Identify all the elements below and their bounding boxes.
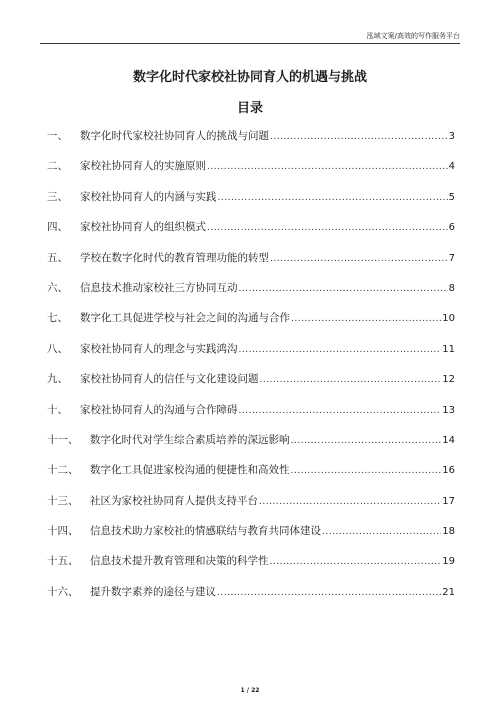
toc-entry-title: 数字化工具促进学校与社会之间的沟通与合作 xyxy=(80,312,290,325)
toc-entry[interactable] xyxy=(47,310,455,340)
toc-entry-title: 数字化时代家校社协同育人的挑战与问题 xyxy=(80,130,269,142)
toc-entry[interactable] xyxy=(47,189,455,219)
toc-leader-dots xyxy=(322,527,441,537)
toc-entry-page: 17 xyxy=(442,495,455,507)
toc-entry[interactable] xyxy=(47,341,455,371)
toc-entry-page: 13 xyxy=(442,404,455,416)
toc-entry-page: 10 xyxy=(442,313,455,325)
toc-entry-title: 提升数字素养的途径与建议 xyxy=(90,585,216,598)
toc-entry-number: 十三、 xyxy=(47,494,79,507)
toc-entry[interactable] xyxy=(47,523,455,553)
toc-leader-dots xyxy=(217,588,441,598)
toc-entry-title: 家校社协同育人的组织模式 xyxy=(80,221,206,234)
toc-entry-title: 学校在数字化时代的教育管理功能的转型 xyxy=(80,251,269,264)
toc-entry[interactable] xyxy=(47,219,455,249)
toc-entry-title: 数字化工具促进家校沟通的便捷性和高效性 xyxy=(90,464,290,477)
toc-entry-page: 4 xyxy=(448,161,455,173)
toc-entry-title: 家校社协同育人的实施原则 xyxy=(80,160,206,173)
toc-entry-number: 五、 xyxy=(47,251,68,264)
toc-entry-page: 7 xyxy=(448,252,455,264)
toc-leader-dots xyxy=(239,345,442,355)
toc-entry[interactable] xyxy=(47,402,455,432)
toc-entry[interactable] xyxy=(47,493,455,523)
toc-leader-dots xyxy=(270,254,448,264)
toc-entry-page: 18 xyxy=(442,526,455,538)
toc-leader-dots xyxy=(239,406,442,416)
toc-entry[interactable] xyxy=(47,584,455,614)
toc-leader-dots xyxy=(270,557,442,567)
toc-entry-page: 3 xyxy=(448,131,455,142)
toc-entry-number: 十四、 xyxy=(47,525,79,538)
toc-entry-page: 19 xyxy=(442,556,455,568)
page-indicator: 1 / 22 xyxy=(240,687,260,694)
toc-heading: 目录 xyxy=(236,101,263,116)
toc-entry[interactable] xyxy=(47,280,455,310)
toc-leader-dots xyxy=(291,314,441,324)
toc-entry-number: 十二、 xyxy=(47,464,79,477)
toc-entry-title: 家校社协同育人的内涵与实践 xyxy=(80,190,217,203)
toc-entry-page: 5 xyxy=(448,191,455,203)
toc-entry-number: 十六、 xyxy=(47,585,79,598)
page-header: 泓域文案/高效的写作服务平台 xyxy=(366,32,460,40)
toc-entry-page: 21 xyxy=(442,586,455,598)
toc-entry-number: 四、 xyxy=(47,221,68,234)
document-title: 数字化时代家校社协同育人的机遇与挑战 xyxy=(132,70,367,85)
toc-entry-page: 14 xyxy=(442,434,455,446)
toc-entry[interactable] xyxy=(47,553,455,583)
toc-entry-number: 三、 xyxy=(47,190,68,203)
toc-entry-page: 8 xyxy=(448,282,455,294)
toc-entry-number: 十五、 xyxy=(47,555,79,568)
toc-entry[interactable] xyxy=(47,462,455,492)
toc-entry[interactable] xyxy=(47,250,455,280)
toc-leader-dots xyxy=(207,162,448,172)
toc-leader-dots xyxy=(207,223,448,233)
toc-entry-title: 社区为家校社协同育人提供支持平台 xyxy=(90,494,258,507)
toc-leader-dots xyxy=(239,284,448,294)
toc-leader-dots xyxy=(291,436,442,446)
toc-entry-title: 家校社协同育人的信任与文化建设问题 xyxy=(80,373,259,386)
toc-entry-title: 信息技术提升教育管理和决策的科学性 xyxy=(90,555,269,568)
toc-entry[interactable] xyxy=(47,128,455,158)
toc-leader-dots xyxy=(270,132,448,142)
toc-entry-title: 信息技术助力家校社的情感联结与教育共同体建设 xyxy=(90,525,321,538)
toc-entry-page: 16 xyxy=(442,465,455,477)
toc-leader-dots xyxy=(259,497,441,507)
toc-entry-title: 家校社协同育人的理念与实践鸿沟 xyxy=(80,342,238,355)
table-of-contents xyxy=(47,128,455,614)
toc-entry-number: 八、 xyxy=(47,342,68,355)
toc-entry-title: 信息技术推动家校社三方协同互动 xyxy=(80,281,238,294)
toc-entry-title: 家校社协同育人的沟通与合作障碍 xyxy=(80,403,238,416)
toc-entry-number: 七、 xyxy=(47,312,68,325)
toc-entry-number: 二、 xyxy=(47,160,68,173)
toc-entry[interactable] xyxy=(47,432,455,462)
toc-leader-dots xyxy=(260,375,442,385)
toc-entry-page: 12 xyxy=(442,374,455,386)
toc-entry-number: 六、 xyxy=(47,281,68,294)
toc-leader-dots xyxy=(291,466,442,476)
toc-entry-number: 九、 xyxy=(47,373,68,386)
toc-entry-number: 一、 xyxy=(47,130,68,142)
toc-entry-page: 11 xyxy=(442,343,455,355)
toc-entry-page: 6 xyxy=(448,222,455,234)
toc-entry[interactable] xyxy=(47,371,455,401)
toc-entry-number: 十、 xyxy=(47,403,68,416)
toc-entry[interactable] xyxy=(47,158,455,188)
toc-entry-title: 数字化时代对学生综合素质培养的深远影响 xyxy=(90,433,290,446)
header-divider xyxy=(40,43,460,44)
toc-entry-number: 十一、 xyxy=(47,433,79,446)
toc-leader-dots xyxy=(218,193,448,203)
